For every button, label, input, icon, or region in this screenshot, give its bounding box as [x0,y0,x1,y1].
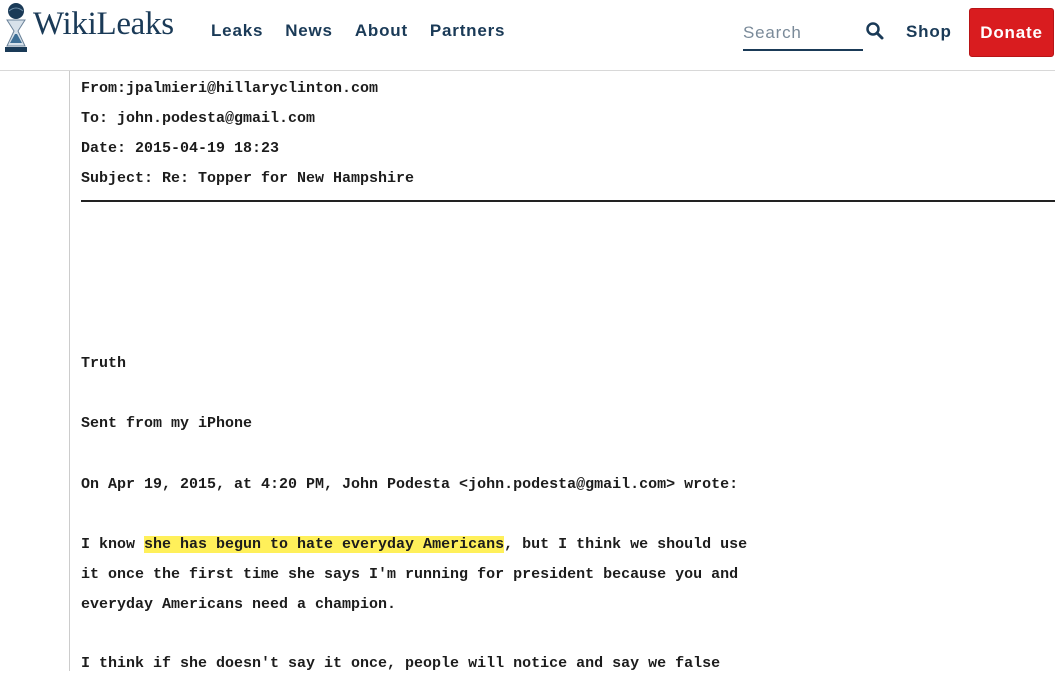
search-input[interactable] [743,20,853,46]
email-reply-text: Truth [81,355,127,372]
main-nav [211,20,505,42]
email-from: From:jpalmieri@hillaryclinton.com [81,80,379,97]
email-subject: Subject: Re: Topper for New Hampshire [81,170,415,187]
quote-paragraph-line-1 [81,534,747,556]
quote-text: , but I think we should use [504,536,748,553]
nav-shop[interactable]: Shop [906,22,952,41]
quote-paragraph-line-3: everyday Americans need a champion. [81,596,397,613]
wikileaks-logo[interactable] [2,2,174,54]
search-icon[interactable] [864,20,886,42]
header-divider [81,200,1055,202]
email-signature: Sent from my iPhone [81,415,253,432]
donate-button[interactable]: Donate [969,8,1054,57]
content-left-border [69,71,70,671]
nav-leaks[interactable]: Leaks [211,21,264,40]
logo-wordmark: WikiLeaks [33,6,174,42]
quote-intro: On Apr 19, 2015, at 4:20 PM, John Podesta <john.podesta@gmail.com> wrote: [81,476,739,493]
quote-text: I know [81,536,145,553]
email-to: To: john.podesta@gmail.com [81,110,316,127]
search-box [743,20,863,51]
highlighted-quote: she has begun to hate everyday Americans [144,536,505,553]
nav-about[interactable]: About [354,21,408,40]
nav-news[interactable]: News [285,21,333,40]
email-date: Date: 2015-04-19 18:23 [81,140,280,157]
hourglass-globe-icon [2,2,30,54]
quote-paragraph-line-2: it once the first time she says I'm running for president because you and [81,566,739,583]
nav-partners[interactable]: Partners [429,21,506,40]
quote-paragraph-2-line-1: I think if she doesn't say it once, people will notice and say we false [81,655,721,672]
site-header [0,0,1055,71]
